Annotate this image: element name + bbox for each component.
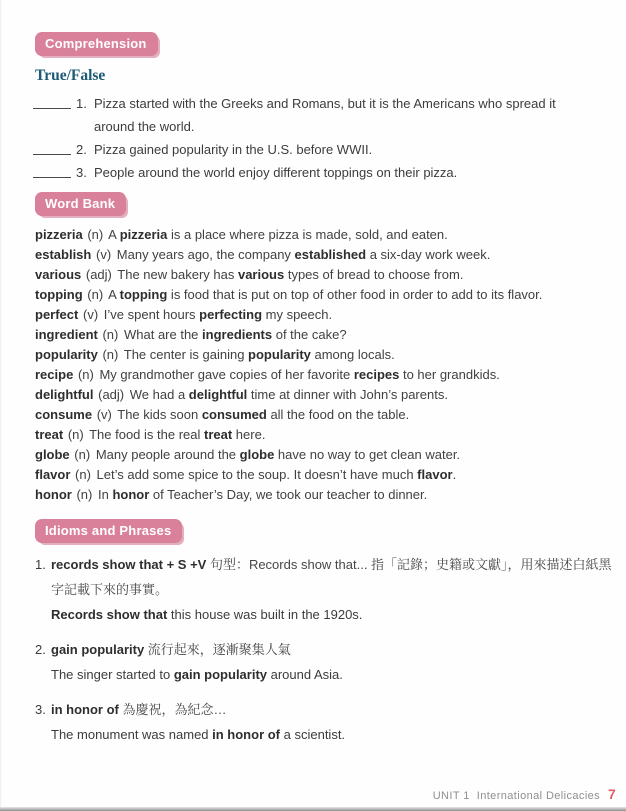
sentence-segment-after: here. xyxy=(232,427,266,442)
word-bank-entry xyxy=(35,345,604,365)
sentence-bold-word: topping xyxy=(119,287,168,302)
question-number: 2. xyxy=(76,142,87,157)
word-bank-entry xyxy=(35,385,604,405)
vocab-word: delightful xyxy=(35,387,94,402)
sentence-segment-before: Many years ago, the company xyxy=(116,247,295,262)
sentence-segment-before: A xyxy=(108,287,120,302)
sentence-segment-before: The new bakery has xyxy=(117,267,238,282)
vocab-word: various xyxy=(35,267,82,282)
answer-blank xyxy=(33,161,71,178)
idiom-chinese-description: 流行起來，逐漸聚集人氣 xyxy=(144,642,291,657)
part-of-speech: (n) xyxy=(75,467,91,482)
sentence-segment-before: A xyxy=(108,227,120,242)
sentence-segment-before: I’ve spent hours xyxy=(103,307,200,322)
sentence-segment-before: My grandmother gave copies of her favorite xyxy=(99,367,354,382)
part-of-speech: (n) xyxy=(87,227,104,242)
sentence-segment-after: of Teacher’s Day, we took our teacher to dinner. xyxy=(149,487,428,502)
example-sentence xyxy=(124,347,395,362)
idiom-example-sentence xyxy=(51,662,604,687)
word-bank-entry xyxy=(35,285,604,305)
example-segment-before: The monument was named xyxy=(51,727,213,742)
sentence-segment-after: is a place where pizza is made, sold, and eaten. xyxy=(167,227,448,242)
sentence-segment-before: The kids soon xyxy=(117,407,202,422)
sentence-bold-word: ingredients xyxy=(202,327,273,342)
example-bold-phrase: gain popularity xyxy=(173,667,268,682)
sentence-bold-word: various xyxy=(237,267,285,282)
vocab-word: consume xyxy=(35,407,93,422)
sentence-segment-before: We had a xyxy=(129,387,189,402)
idiom-chinese-description-line2: 字記載下來的事實。 xyxy=(51,582,169,597)
answer-blank xyxy=(33,92,71,109)
idiom-phrase: records show that + S +V xyxy=(51,557,207,572)
part-of-speech: (v) xyxy=(95,247,112,262)
sentence-segment-after: a six-day work week. xyxy=(366,247,491,262)
sentence-bold-word: pizzeria xyxy=(119,227,168,242)
sentence-bold-word: popularity xyxy=(248,347,311,362)
word-bank-entry xyxy=(35,305,604,325)
idiom-item xyxy=(35,552,612,627)
sentence-bold-word: treat xyxy=(204,427,233,442)
example-sentence xyxy=(117,267,463,282)
idiom-phrase: in honor of xyxy=(51,702,119,717)
sentence-segment-after: my speech. xyxy=(262,307,333,322)
sentence-segment-after: is food that is put on top of other food in order to add to its flavor. xyxy=(167,287,543,302)
question-number: 3. xyxy=(76,165,87,180)
idiom-phrase: gain popularity xyxy=(51,642,145,657)
part-of-speech: (n) xyxy=(102,327,119,342)
part-of-speech: (n) xyxy=(102,347,119,362)
sentence-bold-word: delightful xyxy=(188,387,248,402)
example-segment-after: this house was built in the 1920s. xyxy=(167,607,363,622)
sentence-segment-after: among locals. xyxy=(310,347,395,362)
idiom-number: 1. xyxy=(35,557,46,572)
example-sentence xyxy=(117,247,491,262)
true-false-heading: True/False xyxy=(35,67,106,84)
true-false-question xyxy=(33,92,604,138)
footer-page-number: 7 xyxy=(608,787,616,802)
part-of-speech: (v) xyxy=(82,307,99,322)
example-sentence xyxy=(96,447,460,462)
idiom-example-sentence xyxy=(51,722,604,747)
sentence-bold-word: recipes xyxy=(353,367,400,382)
example-sentence xyxy=(124,327,347,342)
idiom-heading-line xyxy=(35,697,604,722)
word-bank-entry xyxy=(35,465,604,485)
true-false-question xyxy=(33,161,604,184)
example-sentence xyxy=(117,407,409,422)
sentence-segment-before: What are the xyxy=(123,327,203,342)
idiom-heading-line xyxy=(35,552,612,577)
word-bank-entry xyxy=(35,405,604,425)
example-segment-before: The singer started to xyxy=(51,667,174,682)
word-bank-section xyxy=(35,192,604,505)
comprehension-section xyxy=(35,32,604,184)
word-bank-entry xyxy=(35,445,604,465)
vocab-word: globe xyxy=(35,447,70,462)
idiom-heading-line xyxy=(35,637,604,662)
part-of-speech: (n) xyxy=(76,487,93,502)
part-of-speech: (n) xyxy=(87,287,104,302)
sentence-segment-after: of the cake? xyxy=(272,327,347,342)
vocab-word: recipe xyxy=(35,367,74,382)
page-bottom-edge xyxy=(0,807,626,811)
example-sentence xyxy=(108,287,542,302)
part-of-speech: (n) xyxy=(77,367,94,382)
question-body xyxy=(76,161,588,184)
sentence-bold-word: globe xyxy=(239,447,275,462)
example-sentence xyxy=(98,487,427,502)
part-of-speech: (v) xyxy=(96,407,112,422)
question-text: Pizza started with the Greeks and Romans, but it is the Americans who spread it around the world. xyxy=(94,96,556,134)
word-bank-badge: Word Bank xyxy=(35,192,126,216)
sentence-bold-word: established xyxy=(294,247,367,262)
vocab-word: flavor xyxy=(35,467,71,482)
true-false-question xyxy=(33,138,604,161)
example-sentence xyxy=(89,427,265,442)
idiom-chinese-description: 為慶祝，為紀念… xyxy=(118,702,227,717)
vocab-word: perfect xyxy=(35,307,79,322)
page-left-edge xyxy=(0,0,2,811)
sentence-segment-after: have no way to get clean water. xyxy=(274,447,461,462)
idiom-number: 3. xyxy=(35,702,46,717)
word-bank-entry xyxy=(35,325,604,345)
sentence-segment-before: In xyxy=(97,487,113,502)
footer-unit-title: International Delicacies xyxy=(476,790,601,802)
idioms-section xyxy=(35,519,612,747)
example-sentence xyxy=(97,467,457,482)
vocab-word: topping xyxy=(35,287,83,302)
example-bold-phrase: Records show that xyxy=(51,607,168,622)
question-text: People around the world enjoy different toppings on their pizza. xyxy=(94,165,458,180)
example-sentence xyxy=(99,367,499,382)
idiom-example-sentence xyxy=(51,602,604,627)
word-bank-entry xyxy=(35,245,604,265)
word-bank-list xyxy=(35,225,604,505)
idioms-badge: Idioms and Phrases xyxy=(35,519,182,543)
idiom-number: 2. xyxy=(35,642,46,657)
answer-blank xyxy=(33,138,71,155)
comprehension-badge: Comprehension xyxy=(35,32,158,56)
sentence-segment-before: Let’s add some spice to the soup. It doesn’t have much xyxy=(96,467,418,482)
sentence-bold-word: honor xyxy=(112,487,150,502)
question-body xyxy=(76,92,588,138)
vocab-word: treat xyxy=(35,427,64,442)
sentence-segment-after: to her grandkids. xyxy=(399,367,500,382)
sentence-segment-before: The center is gaining xyxy=(123,347,249,362)
vocab-word: pizzeria xyxy=(35,227,83,242)
footer-unit-label: UNIT 1 xyxy=(432,790,470,802)
example-bold-phrase: in honor of xyxy=(212,727,281,742)
question-body xyxy=(76,138,588,161)
part-of-speech: (adj) xyxy=(85,267,112,282)
sentence-bold-word: consumed xyxy=(201,407,267,422)
sentence-segment-after: types of bread to choose from. xyxy=(284,267,464,282)
idiom-chinese-description: 句型：Records show that... 指「記錄；史籍或文獻」，用來描述白紙黑 xyxy=(206,557,612,572)
vocab-word: ingredient xyxy=(35,327,98,342)
word-bank-entry xyxy=(35,485,604,505)
sentence-bold-word: perfecting xyxy=(199,307,263,322)
idiom-item xyxy=(35,697,604,747)
sentence-segment-after: time at dinner with John’s parents. xyxy=(247,387,448,402)
sentence-bold-word: flavor xyxy=(417,467,453,482)
page-footer xyxy=(433,787,616,802)
part-of-speech: (n) xyxy=(67,427,84,442)
example-segment-after: a scientist. xyxy=(280,727,346,742)
question-number: 1. xyxy=(76,96,87,111)
part-of-speech: (adj) xyxy=(98,387,125,402)
sentence-segment-after: . xyxy=(452,467,457,482)
example-segment-after: around Asia. xyxy=(267,667,343,682)
word-bank-entry xyxy=(35,365,604,385)
sentence-segment-before: Many people around the xyxy=(95,447,240,462)
sentence-segment-after: all the food on the table. xyxy=(266,407,410,422)
example-sentence xyxy=(130,387,448,402)
true-false-question-list xyxy=(35,92,604,184)
vocab-word: establish xyxy=(35,247,92,262)
vocab-word: popularity xyxy=(35,347,98,362)
word-bank-entry xyxy=(35,265,604,285)
word-bank-entry xyxy=(35,425,604,445)
idiom-item xyxy=(35,637,604,687)
example-sentence xyxy=(108,227,448,242)
question-text: Pizza gained popularity in the U.S. before WWII. xyxy=(94,142,373,157)
part-of-speech: (n) xyxy=(74,447,91,462)
idiom-list xyxy=(35,552,612,747)
vocab-word: honor xyxy=(35,487,72,502)
example-sentence xyxy=(104,307,332,322)
sentence-segment-before: The food is the real xyxy=(89,427,204,442)
word-bank-entry xyxy=(35,225,604,245)
